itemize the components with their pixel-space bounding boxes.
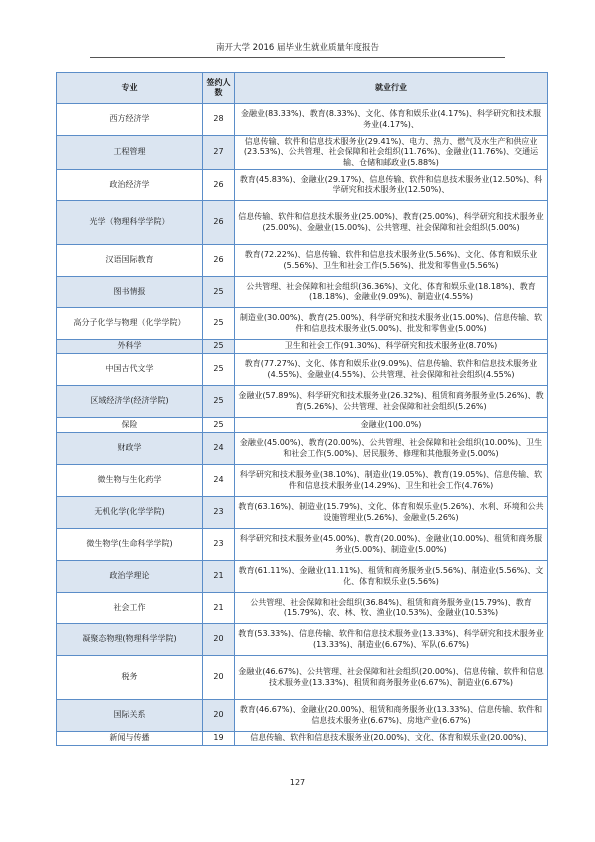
industry-cell: 公共管理、社会保障和社会组织(36.36%)、文化、体育和娱乐业(18.18%)、教育(18.18%)、金融业(9.09%)、制造业(4.55%) <box>235 277 548 308</box>
industry-cell: 教育(61.11%)、金融业(11.11%)、租赁和商务服务业(5.56%)、制造业(5.56%)、文化、体育和娱乐业(5.56%) <box>235 561 548 593</box>
count-cell: 20 <box>203 700 235 732</box>
table-row <box>57 170 548 201</box>
count-cell: 26 <box>203 201 235 245</box>
industry-cell: 制造业(30.00%)、教育(25.00%)、科学研究和技术服务业(15.00%)、信息传输、软件和信息技术服务业(5.00%)、批发和零售业(5.00%) <box>235 308 548 340</box>
major-cell: 汉语国际教育 <box>57 245 203 277</box>
major-cell: 社会工作 <box>57 593 203 624</box>
count-cell: 26 <box>203 170 235 201</box>
column-header-count: 签约人数 <box>203 73 235 104</box>
major-cell: 外科学 <box>57 340 203 354</box>
count-cell: 23 <box>203 497 235 529</box>
industry-cell: 科学研究和技术服务业(38.10%)、制造业(19.05%)、教育(19.05%)、信息传输、软件和信息技术服务业(14.29%)、卫生和社会工作(4.76%) <box>235 465 548 497</box>
major-cell: 图书情报 <box>57 277 203 308</box>
count-cell: 25 <box>203 418 235 433</box>
column-header-major: 专业 <box>57 73 203 104</box>
table-row <box>57 700 548 732</box>
industry-cell: 信息传输、软件和信息技术服务业(25.00%)、教育(25.00%)、科学研究和技术服务业(25.00%)、金融业(15.00%)、公共管理、社会保障和社会组织(5.00%) <box>235 201 548 245</box>
major-cell: 政治学理论 <box>57 561 203 593</box>
page-header: 南开大学 2016 届毕业生就业质量年度报告 <box>215 43 380 53</box>
count-cell: 27 <box>203 136 235 170</box>
industry-cell: 教育(53.33%)、信息传输、软件和信息技术服务业(13.33%)、科学研究和技术服务业(13.33%)、制造业(6.67%)、军队(6.67%) <box>235 624 548 656</box>
count-cell: 28 <box>203 104 235 136</box>
column-header-industry: 就业行业 <box>235 73 548 104</box>
table-row <box>57 104 548 136</box>
table-row <box>57 340 548 354</box>
industry-cell: 教育(77.27%)、文化、体育和娱乐业(9.09%)、信息传输、软件和信息技术服务业(4.55%)、金融业(4.55%)、公共管理、社会保障和社会组织(4.55%) <box>235 354 548 386</box>
table-row <box>57 561 548 593</box>
major-cell: 高分子化学与物理（化学学院） <box>57 308 203 340</box>
count-cell: 25 <box>203 308 235 340</box>
page-number: 127 <box>289 778 306 787</box>
count-cell: 24 <box>203 433 235 465</box>
count-cell: 24 <box>203 465 235 497</box>
major-cell: 无机化学(化学学院) <box>57 497 203 529</box>
table-row <box>57 245 548 277</box>
major-cell: 政治经济学 <box>57 170 203 201</box>
employment-table <box>56 72 548 746</box>
major-cell: 中国古代文学 <box>57 354 203 386</box>
industry-cell: 教育(63.16%)、制造业(15.79%)、文化、体育和娱乐业(5.26%)、水利、环境和公共设施管理业(5.26%)、金融业(5.26%) <box>235 497 548 529</box>
count-cell: 25 <box>203 340 235 354</box>
table-row <box>57 656 548 700</box>
count-cell: 25 <box>203 386 235 418</box>
count-cell: 21 <box>203 593 235 624</box>
count-cell: 20 <box>203 656 235 700</box>
major-cell: 新闻与传播 <box>57 732 203 746</box>
table-row <box>57 593 548 624</box>
count-cell: 21 <box>203 561 235 593</box>
major-cell: 国际关系 <box>57 700 203 732</box>
major-cell: 税务 <box>57 656 203 700</box>
industry-cell: 卫生和社会工作(91.30%)、科学研究和技术服务业(8.70%) <box>235 340 548 354</box>
industry-cell: 金融业(100.0%) <box>235 418 548 433</box>
count-cell: 26 <box>203 245 235 277</box>
industry-cell: 科学研究和技术服务业(45.00%)、教育(20.00%)、金融业(10.00%)、租赁和商务服务业(5.00%)、制造业(5.00%) <box>235 529 548 561</box>
industry-cell: 金融业(83.33%)、教育(8.33%)、文化、体育和娱乐业(4.17%)、科学研究和技术服务业(4.17%)、 <box>235 104 548 136</box>
major-cell: 西方经济学 <box>57 104 203 136</box>
count-cell: 20 <box>203 624 235 656</box>
count-cell: 25 <box>203 277 235 308</box>
table-row <box>57 418 548 433</box>
table-row <box>57 308 548 340</box>
industry-cell: 金融业(57.89%)、科学研究和技术服务业(26.32%)、租赁和商务服务业(5.26%)、教育(5.26%)、公共管理、社会保障和社会组织(5.26%) <box>235 386 548 418</box>
table-row <box>57 497 548 529</box>
industry-cell: 金融业(46.67%)、公共管理、社会保障和社会组织(20.00%)、信息传输、软件和信息技术服务业(13.33%)、租赁和商务服务业(6.67%)、制造业(6.67%) <box>235 656 548 700</box>
major-cell: 微生物与生化药学 <box>57 465 203 497</box>
table-row <box>57 465 548 497</box>
major-cell: 财政学 <box>57 433 203 465</box>
count-cell: 25 <box>203 354 235 386</box>
industry-cell: 信息传输、软件和信息技术服务业(29.41%)、电力、热力、燃气及水生产和供应业(23.53%)、公共管理、社会保障和社会组织(11.76%)、金融业(11.76%)、交通运输、仓储和邮政业(5.88%) <box>235 136 548 170</box>
table-row <box>57 354 548 386</box>
industry-cell: 公共管理、社会保障和社会组织(36.84%)、租赁和商务服务业(15.79%)、教育(15.79%)、农、林、牧、渔业(10.53%)、金融业(10.53%) <box>235 593 548 624</box>
major-cell: 区域经济学(经济学院) <box>57 386 203 418</box>
count-cell: 23 <box>203 529 235 561</box>
major-cell: 光学（物理科学学院） <box>57 201 203 245</box>
table-row <box>57 136 548 170</box>
table-row <box>57 624 548 656</box>
industry-cell: 教育(45.83%)、金融业(29.17%)、信息传输、软件和信息技术服务业(12.50%)、科学研究和技术服务业(12.50%)、 <box>235 170 548 201</box>
major-cell: 凝聚态物理(物理科学学院) <box>57 624 203 656</box>
count-cell: 19 <box>203 732 235 746</box>
table-row <box>57 732 548 746</box>
table-row <box>57 386 548 418</box>
major-cell: 保险 <box>57 418 203 433</box>
major-cell: 工程管理 <box>57 136 203 170</box>
table-row <box>57 433 548 465</box>
industry-cell: 信息传输、软件和信息技术服务业(20.00%)、文化、体育和娱乐业(20.00%)、 <box>235 732 548 746</box>
header-rule <box>90 57 505 58</box>
table-row <box>57 201 548 245</box>
industry-cell: 金融业(45.00%)、教育(20.00%)、公共管理、社会保障和社会组织(10.00%)、卫生和社会工作(5.00%)、居民服务、修理和其他服务业(5.00%) <box>235 433 548 465</box>
table-header-row <box>57 73 548 104</box>
major-cell: 微生物学(生命科学学院) <box>57 529 203 561</box>
table-row <box>57 277 548 308</box>
table-row <box>57 529 548 561</box>
industry-cell: 教育(72.22%)、信息传输、软件和信息技术服务业(5.56%)、文化、体育和娱乐业(5.56%)、卫生和社会工作(5.56%)、批发和零售业(5.56%) <box>235 245 548 277</box>
industry-cell: 教育(46.67%)、金融业(20.00%)、租赁和商务服务业(13.33%)、信息传输、软件和信息技术服务业(6.67%)、房地产业(6.67%) <box>235 700 548 732</box>
